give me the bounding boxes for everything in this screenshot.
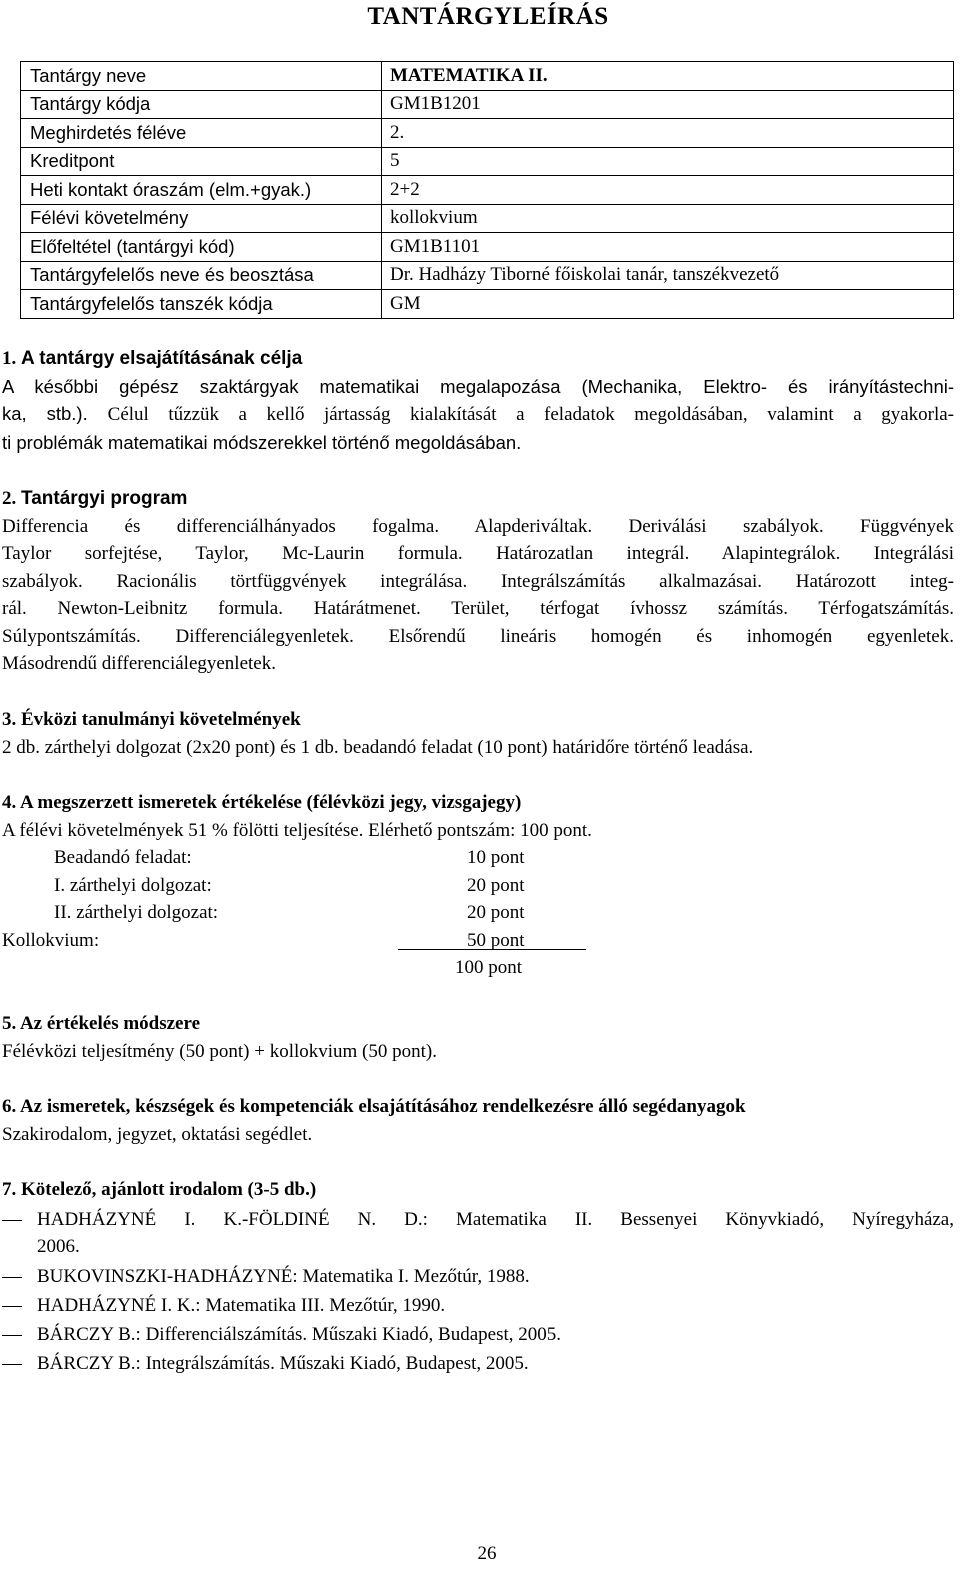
- score-label: II. zárthelyi dolgozat:: [54, 902, 219, 923]
- text-line: ti problémák matematikai módszerekkel történő megoldásában.: [2, 431, 522, 453]
- score-row: [2, 844, 954, 872]
- text-line: Másodrendű differenciálegyenletek.: [2, 653, 276, 674]
- dash-bullet-icon: [2, 1306, 22, 1307]
- score-value: 50 pont: [467, 929, 525, 951]
- section-evaluation: [2, 789, 954, 982]
- section-title: Tantárgyi program: [21, 488, 188, 509]
- section-body: [2, 734, 954, 762]
- literature-list: [2, 1206, 954, 1379]
- text-line: A későbbi gépész szaktárgyak matematikai megalapozása (Mechanika, Elektro- és irányítástechni-: [2, 375, 954, 397]
- section-body: [2, 817, 954, 982]
- text-line: Súlypontszámítás. Differenciálegyenletek. Elsőrendű lineáris homogén és inhomogén egyenletek.: [2, 625, 954, 647]
- text-fragment: Célul tűzzük a kellő jártasság kialakítását a feladatok megoldásában, valamint a gyakorla-: [107, 404, 954, 425]
- section-heading: [2, 345, 954, 373]
- row-value: GM1B1101: [382, 233, 954, 262]
- text-line: [2, 400, 954, 429]
- section-heading: [2, 1093, 954, 1121]
- table-row: [21, 176, 954, 205]
- score-row: [2, 872, 954, 900]
- text-line: BUKOVINSZKI-HADHÁZYNÉ: Matematika I. Mezőtúr, 1988.: [37, 1265, 530, 1287]
- course-info-table: [20, 61, 954, 319]
- score-row: [2, 927, 954, 955]
- text-line: Szakirodalom, jegyzet, oktatási segédlet.: [2, 1123, 313, 1145]
- text-line: Taylor sorfejtése, Taylor, Mc-Laurin formula. Határozatlan integrál. Alapintegrálok. Integrálási: [2, 543, 954, 564]
- section-title: Évközi tanulmányi követelmények: [21, 709, 301, 730]
- section-number: 5.: [2, 1013, 17, 1034]
- list-item: [2, 1263, 954, 1292]
- dash-bullet-icon: [2, 1220, 22, 1221]
- section-literature: [2, 1176, 954, 1379]
- row-value: GM: [382, 290, 954, 319]
- section-body: [2, 1038, 954, 1066]
- row-label: Tantárgy neve: [21, 62, 382, 91]
- section-body: [2, 1121, 954, 1149]
- page-number: 26: [477, 1543, 497, 1564]
- text-line: szabályok. Racionális törtfüggvények integrálása. Integrálszámítás alkalmazásai. Határozott integ-: [2, 570, 954, 592]
- section-title: A tantárgy elsajátításának célja: [21, 348, 303, 369]
- row-label: Tantárgyfelelős neve és beosztása: [21, 261, 382, 290]
- text-line: BÁRCZY B.: Integrálszámítás. Műszaki Kiadó, Budapest, 2005.: [37, 1352, 529, 1374]
- row-label: Félévi követelmény: [21, 204, 382, 233]
- section-heading: [2, 485, 954, 513]
- table-row: [21, 62, 954, 91]
- section-body: [2, 513, 954, 678]
- score-row: [2, 899, 954, 927]
- section-title: Kötelező, ajánlott irodalom (3-5 db.): [21, 1179, 317, 1200]
- page-title: TANTÁRGYLEÍRÁS: [367, 3, 609, 30]
- score-value: 20 pont: [467, 874, 525, 896]
- row-label: Heti kontakt óraszám (elm.+gyak.): [21, 176, 382, 205]
- list-item: [2, 1350, 954, 1379]
- score-value: 20 pont: [467, 902, 525, 923]
- section-heading: [2, 1176, 954, 1204]
- table-row: [21, 119, 954, 148]
- table-row: [21, 261, 954, 290]
- section-number: 4.: [2, 792, 17, 813]
- section-number: 1.: [2, 348, 17, 369]
- row-value: 2+2: [382, 176, 954, 205]
- row-label: Tantárgy kódja: [21, 90, 382, 119]
- row-value: kollokvium: [382, 204, 954, 233]
- row-value: 2.: [382, 119, 954, 148]
- row-value: 5: [382, 147, 954, 176]
- section-number: 7.: [2, 1179, 17, 1200]
- score-value: 10 pont: [467, 847, 525, 868]
- section-heading: [2, 1010, 954, 1038]
- table-row: [21, 290, 954, 319]
- section-requirements: [2, 706, 954, 761]
- section-heading: [2, 789, 954, 817]
- list-item: [2, 1206, 954, 1263]
- score-label: I. zárthelyi dolgozat:: [54, 874, 212, 896]
- section-title: A megszerzett ismeretek értékelése (félévközi jegy, vizsgajegy): [19, 792, 522, 813]
- row-label: Előfeltétel (tantárgyi kód): [21, 233, 382, 262]
- section-method: [2, 1010, 954, 1065]
- sum-underline: [398, 949, 586, 950]
- text-line: Differencia és differenciálhányados fogalma. Alapderiváltak. Deriválási szabályok. Függvények: [2, 515, 954, 537]
- table-row: [21, 204, 954, 233]
- section-title: Az ismeretek, készségek és kompetenciák elsajátításához rendelkezésre álló segédanyagok: [19, 1096, 746, 1117]
- score-total: 100 pont: [455, 957, 523, 978]
- table-row: [21, 90, 954, 119]
- text-line: 2006.: [37, 1236, 80, 1257]
- dash-bullet-icon: [2, 1364, 22, 1365]
- table-row: [21, 147, 954, 176]
- row-value: MATEMATIKA II.: [382, 62, 954, 91]
- text-line: HADHÁZYNÉ I. K.: Matematika III. Mezőtúr, 1990.: [37, 1294, 446, 1316]
- text-line: Félévközi teljesítmény (50 pont) + kollokvium (50 pont).: [2, 1040, 437, 1062]
- text-line: BÁRCZY B.: Differenciálszámítás. Műszaki Kiadó, Budapest, 2005.: [37, 1323, 561, 1345]
- text-line: 2 db. zárthelyi dolgozat (2x20 pont) és 1 db. beadandó feladat (10 pont) határidőre történő leadása.: [2, 736, 754, 758]
- section-heading: [2, 706, 954, 734]
- text-fragment: ka, stb.).: [2, 403, 88, 424]
- text-line: HADHÁZYNÉ I. K.-FÖLDINÉ N. D.: Matematika II. Bessenyei Könyvkiadó, Nyíregyháza,: [37, 1208, 954, 1230]
- section-number: 2.: [2, 488, 17, 509]
- section-number: 3.: [2, 709, 17, 730]
- dash-bullet-icon: [2, 1335, 22, 1336]
- list-item: [2, 1292, 954, 1321]
- dash-bullet-icon: [2, 1277, 22, 1278]
- table-row: [21, 233, 954, 262]
- score-total-row: [2, 954, 954, 982]
- section-title: Az értékelés módszere: [19, 1013, 201, 1034]
- score-label: Beadandó feladat:: [54, 847, 192, 868]
- row-label: Kreditpont: [21, 147, 382, 176]
- row-label: Meghirdetés féléve: [21, 119, 382, 148]
- score-label: Kollokvium:: [2, 929, 100, 951]
- section-aim: [2, 345, 954, 456]
- row-value: GM1B1201: [382, 90, 954, 119]
- section-materials: [2, 1093, 954, 1148]
- section-body: [2, 373, 954, 457]
- text-line: A félévi követelmények 51 % fölötti teljesítése. Elérhető pontszám: 100 pont.: [2, 819, 592, 841]
- section-number: 6.: [2, 1096, 17, 1117]
- list-item: [2, 1321, 954, 1350]
- row-value: Dr. Hadházy Tiborné főiskolai tanár, tanszékvezető: [382, 261, 954, 290]
- section-program: [2, 485, 954, 678]
- row-label: Tantárgyfelelős tanszék kódja: [21, 290, 382, 319]
- text-line: rál. Newton-Leibnitz formula. Határátmenet. Terület, térfogat ívhossz számítás. Térfogatszámítás.: [2, 598, 954, 619]
